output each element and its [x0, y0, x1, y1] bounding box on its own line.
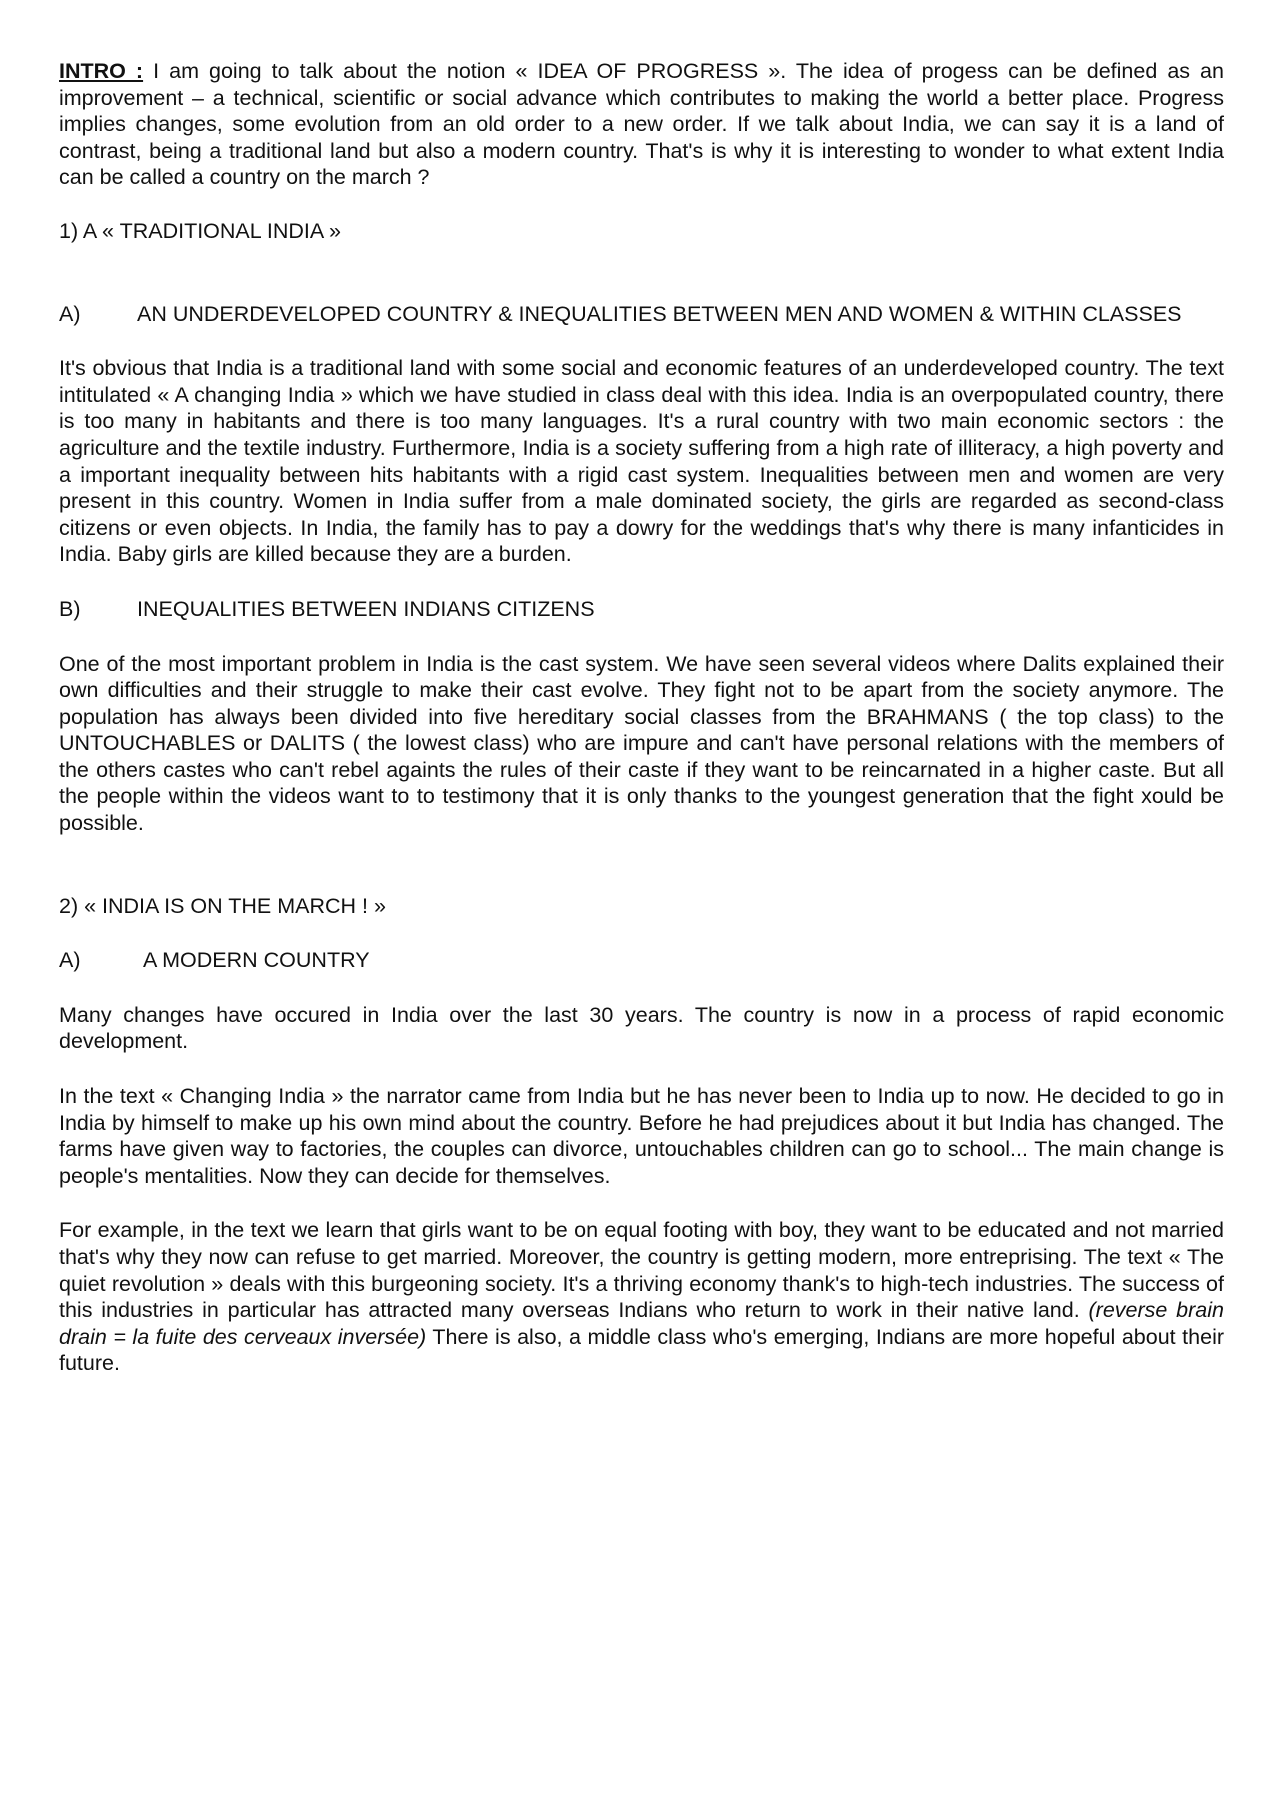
part2-section-a-letter: A) — [59, 948, 81, 973]
part1-section-a-letter: A) — [59, 301, 81, 326]
part1-section-a-heading-text: AN UNDERDEVELOPED COUNTRY & INEQUALITIES BETWEEN MEN AND WOMEN & WITHIN CLASSES — [137, 301, 1182, 326]
part2-section-a-heading — [59, 947, 1224, 974]
part1-section-a-body: It's obvious that India is a traditional land with some social and economic features of an underdeveloped country. The text intitulated « A changing India » which we have studied in class deal with this idea. India is an overpopulated country, there is too many in habitants and there is too many languages. It's a rural country with two main economic sectors : the agriculture and the textile industry. Furthermore, India is a society suffering from a high rate of illiteracy, a high poverty and a important inequality between hits habitants with a rigid cast system. Inequalities between men and women are very present in this country. Women in India suffer from a male dominated society, the girls are regarded as second-class citizens or even objects. In India, the family has to pay a dowry for the weddings that's why there is many infanticides in India. Baby girls are killed because they are a burden. — [59, 356, 1224, 567]
document-page — [59, 58, 1224, 1377]
part2-section-a-heading-text: A MODERN COUNTRY — [143, 948, 370, 973]
part1-section-b-heading — [59, 596, 1224, 623]
part1-title: 1) A « TRADITIONAL INDIA » — [59, 218, 341, 243]
part1-section-b-letter: B) — [59, 596, 81, 621]
part2-section-a-para3 — [59, 1217, 1224, 1377]
intro-paragraph — [59, 58, 1224, 191]
part2-section-a-para1: Many changes have occured in India over the last 30 years. The country is now in a process of rapid economic development. — [59, 1002, 1224, 1054]
part2-title: 2) « INDIA IS ON THE MARCH ! » — [59, 893, 386, 918]
intro-text: I am going to talk about the notion « IDEA OF PROGRESS ». The idea of progess can be defined as an improvement – a technical, scientific or social advance which contributes to making the world a better place. Progress implies changes, some evolution from an old order to a new order. If we talk about India, we can say it is a land of contrast, being a traditional land but also a modern country. That's is why it is interesting to wonder to what extent India can be called a country on the march ? — [59, 59, 1224, 190]
intro-label: INTRO : — [59, 59, 144, 83]
part2-section-a-para2: In the text « Changing India » the narrator came from India but he has never been to India up to now. He decided to go in India by himself to make up his own mind about the country. Before he had prejudices about it but India has changed. The farms have given way to factories, the couples can divorce, untouchables children can go to school... The main change is people's mentalities. Now they can decide for themselves. — [59, 1084, 1224, 1188]
para3-italic-note: (reverse brain drain = la fuite des cerveaux inversée) — [59, 1298, 1224, 1349]
para3-text-after: There is also, a middle class who's emerging, Indians are more hopeful about their future. — [59, 1324, 1225, 1376]
para3-text-before: For example, in the text we learn that girls want to be on equal footing with boy, they want to be educated and not married that's why they now can refuse to get married. Moreover, the country is getting modern, more entreprising. The text « The quiet revolution » deals with this burgeoning society. It's a thriving economy thank's to high-tech industries. The success of this industries in particular has attracted many overseas Indians who return to work in their native land. — [59, 1218, 1224, 1323]
part1-section-a-heading — [59, 301, 1224, 328]
part1-section-b-heading-text: INEQUALITIES BETWEEN INDIANS CITIZENS — [137, 596, 595, 621]
part1-section-b-body: One of the most important problem in India is the cast system. We have seen several videos where Dalits explained their own difficulties and their struggle to make their cast evolve. They fight not to be apart from the society anymore. The population has always been divided into five hereditary social classes from the BRAHMANS ( the top class) to the UNTOUCHABLES or DALITS ( the lowest class) who are impure and can't have personal relations with the members of the others castes who can't rebel againts the rules of their caste if they want to be reincarnated in a higher caste. But all the people within the videos want to to testimony that it is only thanks to the youngest generation that the fight xould be possible. — [59, 651, 1224, 836]
